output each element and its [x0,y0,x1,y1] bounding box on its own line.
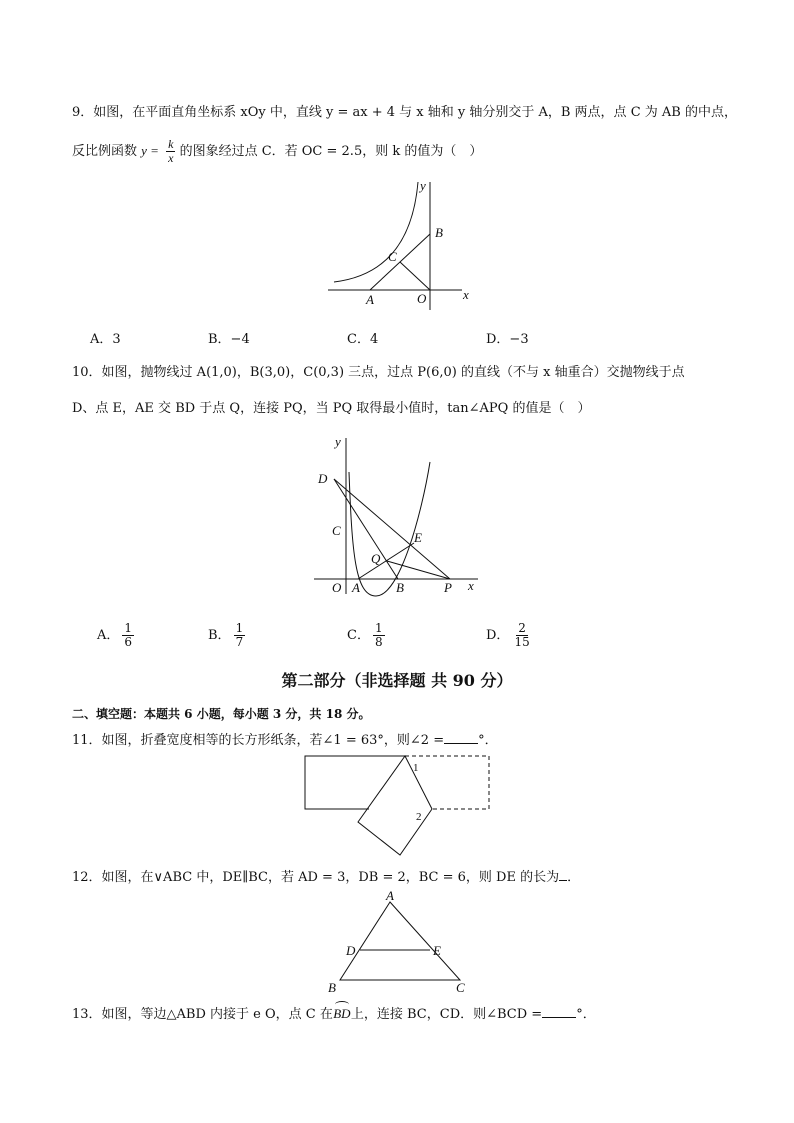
q9-function-fraction [166,138,175,165]
q12-label-c: C [456,980,465,995]
q9-label-y: y [420,178,426,193]
q9-label-b: B [435,225,443,240]
q9-label-o: O [417,291,427,306]
q11-label-angle2: 2 [416,811,422,823]
q12-label-a: A [386,888,394,903]
q11-strip-left [305,756,405,809]
q10-option-a-letter: A． [97,628,120,643]
q10-label-d: D [318,471,328,486]
q11-label-angle1: 1 [413,762,419,774]
q9-option-a[interactable]: A．3 [90,332,121,347]
q12-label-b: B [328,980,336,995]
q11-answer-blank[interactable] [444,731,478,744]
q10-label-o: O [332,580,342,595]
q9-stem-text-end: 的图象经过点 C．若 OC = 2.5，则 k 的值为（ ） [179,144,483,159]
q13-stem-text: 13．如图，等边△ABD 内接于 e O，点 C 在 [72,1007,333,1022]
q13-arc-label: BD [333,1006,351,1021]
fill-blank-heading: 二、填空题：本题共 6 小题，每小题 3 分，共 18 分。 [72,707,371,721]
q12-label-e: E [433,943,441,958]
q9-label-a: A [366,292,374,307]
q13-arc-bd [333,1005,351,1023]
q12-stem-end: ． [567,870,581,885]
q9-option-b[interactable]: B．−4 [208,332,250,347]
q10-option-c[interactable] [347,622,385,649]
q13-arc-mark [335,1001,349,1008]
q10-stem-line1: 10．如图，抛物线过 A(1,0)，B(3,0)，C(0,3) 三点，过点 P(6,0) 的直线（不与 x 轴重合）交抛物线于点 [72,365,685,380]
q10-option-b-num: 1 [235,621,244,635]
q13-stem-middle: 上，连接 BC，CD．则∠BCD = [350,1007,543,1022]
q9-function-prefix: y = [141,143,159,158]
q10-option-c-letter: C． [347,628,370,643]
q9-stem-line1: 9．如图，在平面直角坐标系 xOy 中，直线 y = ax + 4 与 x 轴和 y 轴分别交于 A，B 两点，点 C 为 AB 的中点， [72,105,737,120]
q10-label-q: Q [371,551,381,566]
q10-option-d-fraction [512,622,531,649]
q9-segment-oc [400,262,430,290]
q12-triangle-abc [340,902,460,980]
q12-stem [72,868,580,887]
q10-stem-line2: D、点 E，AE 交 BD 于点 Q，连接 PQ，当 PQ 取得最小值时，tan∠APQ 的值是（ ） [72,401,591,416]
q10-option-b-fraction [234,622,246,649]
q10-label-y: y [335,434,341,449]
q10-label-x: x [468,578,474,593]
q9-option-c[interactable]: C．4 [347,332,379,347]
q10-option-b-letter: B． [208,628,231,643]
q9-figure [320,178,480,313]
q10-figure [310,432,490,597]
q10-option-d-den: 15 [514,635,530,649]
q10-option-a[interactable] [97,622,134,649]
q11-stem-text: 11．如图，折叠宽度相等的长方形纸条，若∠1 = 63°，则∠2 = [72,733,445,748]
q10-parabola [349,462,430,596]
q9-label-x: x [463,287,469,302]
q10-option-d-num: 2 [518,621,526,635]
q10-line-ae [358,543,414,579]
q10-line-db [334,479,398,579]
q10-option-d-letter: D． [486,628,510,643]
q13-stem [72,1005,596,1024]
q10-label-b: B [396,580,404,595]
q10-label-a: A [352,580,360,595]
q9-fraction-numerator: k [168,137,174,151]
q10-option-c-num: 1 [374,621,383,635]
q9-option-d[interactable]: D．−3 [486,332,529,347]
q9-fraction-denominator: x [168,151,174,165]
q10-line-dp [334,479,450,579]
q10-label-e: E [414,530,422,545]
q12-stem-text: 12．如图，在∨ABC 中，DE∥BC，若 AD = 3，DB = 2，BC = 6，则 DE 的长为 [72,870,560,885]
q13-answer-blank[interactable] [542,1005,576,1018]
q9-stem-line2 [72,138,482,165]
q12-answer-blank[interactable] [559,868,567,881]
q10-option-b-den: 7 [235,635,244,649]
q10-option-c-den: 8 [374,635,383,649]
q10-label-c: C [332,523,341,538]
q11-stem [72,731,498,750]
q10-option-b[interactable] [208,622,245,649]
q9-stem-text: 反比例函数 [72,144,138,159]
q11-folded-part [358,756,432,855]
q12-label-d: D [346,943,356,958]
q10-option-c-fraction [373,622,385,649]
q10-label-p: P [444,580,452,595]
q10-option-d[interactable] [486,622,532,649]
q10-option-a-fraction [122,622,134,649]
q9-label-c: C [388,249,397,264]
q10-option-a-num: 1 [124,621,133,635]
section-two-title: 第二部分（非选择题 共 90 分） [281,671,513,690]
q13-stem-end: °． [576,1007,596,1022]
q12-figure [322,888,472,996]
q11-stem-end: °． [478,733,498,748]
q10-option-a-den: 6 [124,635,133,649]
q11-figure [300,752,495,860]
